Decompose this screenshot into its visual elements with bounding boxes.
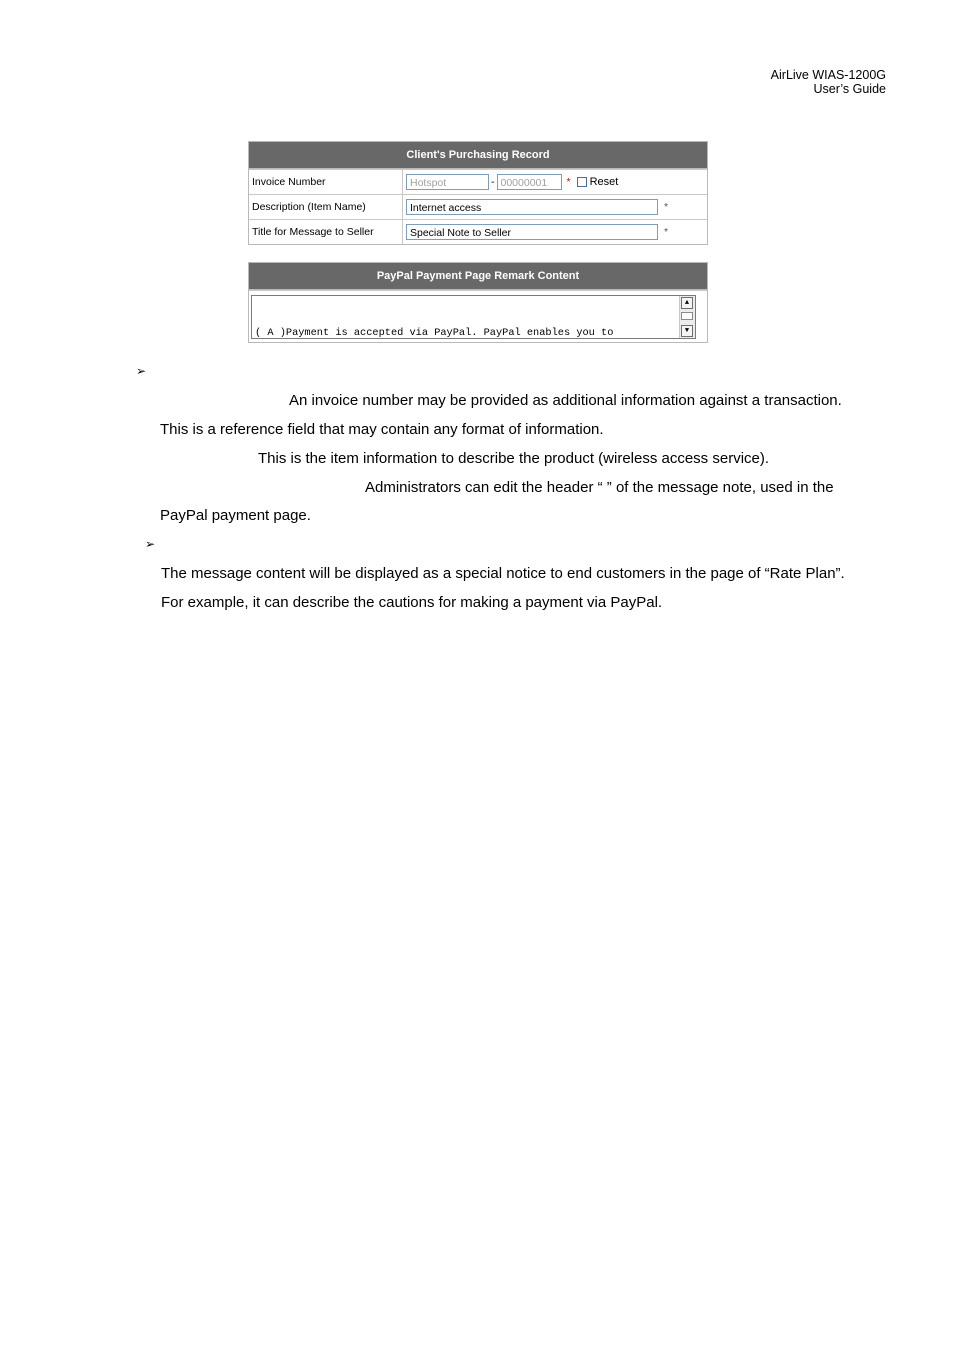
header-guide: User’s Guide [813,82,886,96]
description-cell [403,195,708,220]
table-row [249,220,707,245]
required-mark: * [664,201,669,213]
invoice-number-field[interactable]: 00000001 [497,174,562,190]
invoice-prefix-field[interactable]: Hotspot [406,174,489,190]
reset-checkbox[interactable] [577,177,587,187]
purchasing-record-panel [248,141,708,245]
remark-title: PayPal Payment Page Remark Content [249,263,707,290]
paragraph: For example, it can describe the cautions for making a payment via PayPal. [161,594,663,611]
purchasing-record-title: Client's Purchasing Record [249,142,707,169]
purchasing-record-table [249,169,707,244]
remark-line: ( A )Payment is accepted via PayPal. PayPal enables you to [255,327,614,339]
remark-container [249,290,707,342]
invoice-number-label: Invoice Number [249,170,403,195]
bullet-arrow-icon: ➢ [136,364,147,378]
description-label: Description (Item Name) [249,195,403,220]
paragraph: The message content will be displayed as a special notice to end customers in the page of “Rate Plan”. [161,565,845,582]
paragraph: This is the item information to describe the product (wireless access service). [258,450,770,467]
paragraph: An invoice number may be provided as additional information against a transaction. [289,392,842,409]
required-mark: * [664,226,669,238]
scroll-up-icon[interactable]: ▲ [681,297,693,309]
remark-textarea[interactable] [251,295,696,339]
paragraph: PayPal payment page. [160,507,311,524]
table-row [249,170,707,195]
remark-scrollbar[interactable] [679,296,695,338]
page-header [771,68,886,96]
bullet-arrow-icon: ➢ [145,537,156,551]
message-title-label: Title for Message to Seller [249,220,403,245]
invoice-number-cell [403,170,708,195]
message-title-field[interactable]: Special Note to Seller [406,224,658,240]
reset-label: Reset [589,176,619,188]
scroll-thumb[interactable] [681,312,693,320]
message-title-cell [403,220,708,245]
paragraph: Administrators can edit the header “ ” of the message note, used in the [365,479,834,496]
invoice-dash: - [491,176,495,188]
remark-panel [248,262,708,343]
table-row [249,195,707,220]
description-field[interactable]: Internet access [406,199,658,215]
scroll-down-icon[interactable]: ▼ [681,325,693,337]
paragraph: This is a reference field that may contain any format of information. [160,421,604,438]
required-mark: * [566,176,571,188]
header-product: AirLive WIAS-1200G [770,68,886,82]
